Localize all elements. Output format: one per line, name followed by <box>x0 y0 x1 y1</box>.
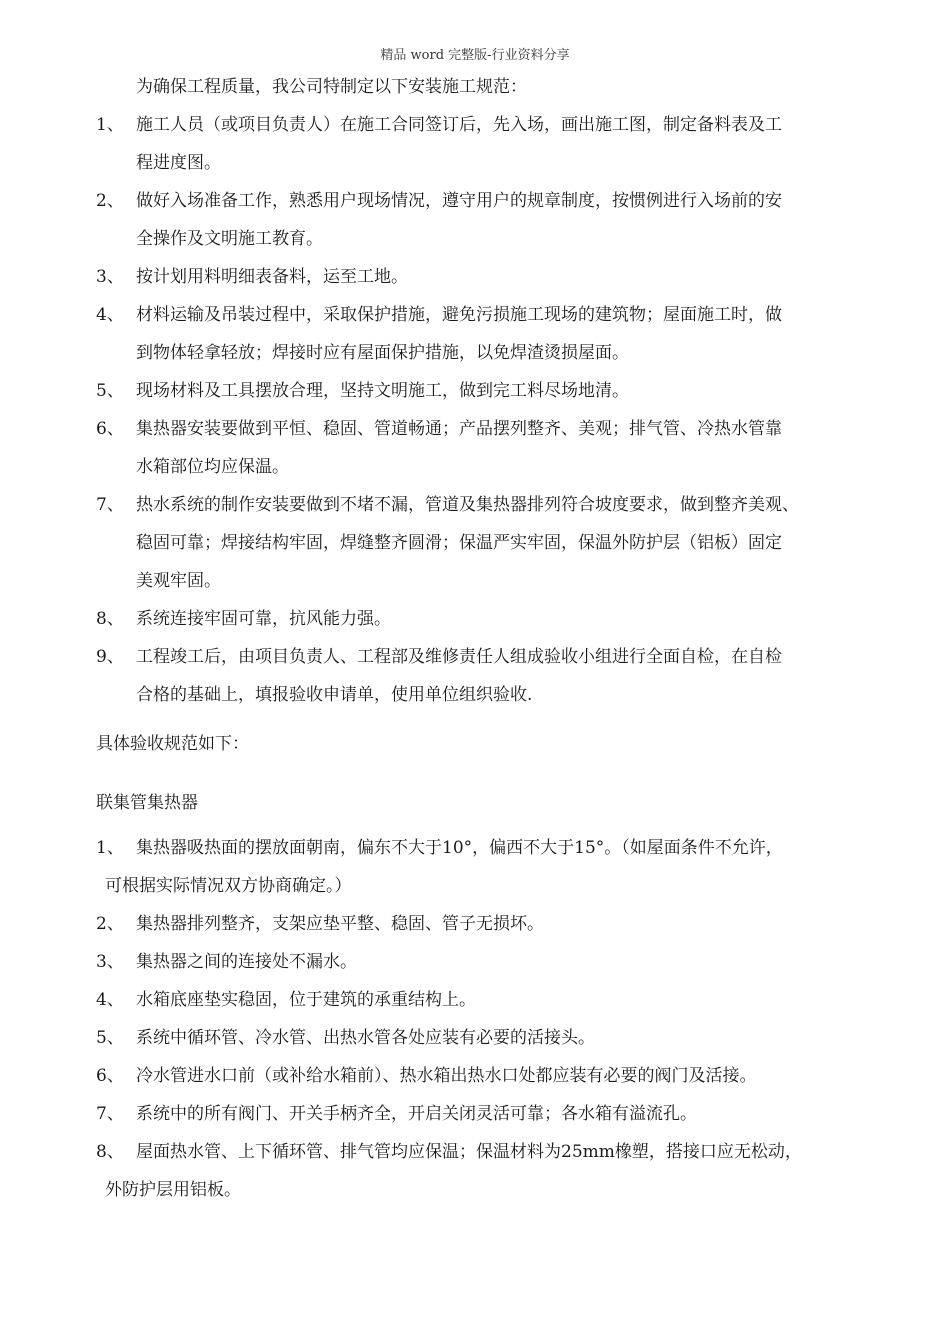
list-item-text-line: 稳固可靠；焊接结构牢固，焊缝整齐圆滑；保温严实牢固，保温外防护层（铝板）固定 <box>136 533 782 553</box>
list-item-number: 7、 <box>96 495 124 515</box>
list-item-number: 8、 <box>96 609 124 629</box>
list-item-text-line: 集热器安装要做到平恒、稳固、管道畅通；产品摆列整齐、美观；排气管、冷热水管靠 <box>136 419 782 439</box>
list-item <box>96 1019 866 1057</box>
list-item-number: 6、 <box>96 1066 124 1086</box>
list-item-text-line: 合格的基础上，填报验收申请单，使用单位组织验收. <box>136 685 533 705</box>
list-item <box>96 296 866 372</box>
list-item-text-line: 系统连接牢固可靠，抗风能力强。 <box>136 609 391 629</box>
list-item-text-line: 系统中的所有阀门、开关手柄齐全，开启关闭灵活可靠；各水箱有溢流孔。 <box>136 1104 697 1124</box>
list-item-text-line: 集热器排列整齐，支架应垫平整、稳固、管子无损坏。 <box>136 914 544 934</box>
list-item <box>96 905 866 943</box>
list-item <box>96 638 866 714</box>
collector-heading: 联集管集热器 <box>96 793 198 813</box>
list-item-text-line: 程进度图。 <box>136 153 221 173</box>
list-item-number: 1、 <box>96 115 124 135</box>
list-item <box>96 1095 866 1133</box>
list-item-text-line: 水箱部位均应保温。 <box>136 457 289 477</box>
list-item-number: 2、 <box>96 914 124 934</box>
list-item-number: 9、 <box>96 647 124 667</box>
list-item <box>96 943 866 981</box>
list-item-number: 6、 <box>96 419 124 439</box>
list-item-number: 1、 <box>96 838 124 858</box>
list-item-text-line: 屋面热水管、上下循环管、排气管均应保温；保温材料为25mm橡塑，搭接口应无松动， <box>136 1142 802 1162</box>
list-item <box>96 258 866 296</box>
page-header: 精品 word 完整版-行业资料分享 <box>380 48 570 63</box>
list-item <box>96 106 866 182</box>
list-item-number: 5、 <box>96 1028 124 1048</box>
list-item <box>96 182 866 258</box>
list-item-text-line: 可根据实际情况双方协商确定。） <box>105 876 352 896</box>
list-item-text-line: 工程竣工后，由项目负责人、工程部及维修责任人组成验收小组进行全面自检，在自检 <box>136 647 782 667</box>
construction-rules-list <box>96 106 866 714</box>
list-item-text-line: 热水系统的制作安装要做到不堵不漏，管道及集热器排列符合坡度要求，做到整齐美观、 <box>136 495 799 515</box>
list-item <box>96 829 866 905</box>
list-item-text-line: 按计划用料明细表备料，运至工地。 <box>136 267 408 287</box>
list-item-number: 3、 <box>96 952 124 972</box>
list-item-text-line: 外防护层用铝板。 <box>105 1180 241 1200</box>
list-item-number: 5、 <box>96 381 124 401</box>
list-item-text-line: 水箱底座垫实稳固，位于建筑的承重结构上。 <box>136 990 476 1010</box>
list-item <box>96 486 866 600</box>
list-item-text-line: 现场材料及工具摆放合理，坚持文明施工，做到完工料尽场地清。 <box>136 381 629 401</box>
list-item <box>96 410 866 486</box>
list-item <box>96 981 866 1019</box>
list-item-text-line: 集热器之间的连接处不漏水。 <box>136 952 357 972</box>
list-item-text-line: 冷水管进水口前（或补给水箱前）、热水箱出热水口处都应装有必要的阀门及活接。 <box>136 1066 757 1086</box>
list-item-number: 7、 <box>96 1104 124 1124</box>
list-item-text-line: 材料运输及吊装过程中，采取保护措施，避免污损施工现场的建筑物；屋面施工时，做 <box>136 305 782 325</box>
list-item-text-line: 美观牢固。 <box>136 571 221 591</box>
list-item-number: 4、 <box>96 305 124 325</box>
list-item-text-line: 做好入场准备工作，熟悉用户现场情况，遵守用户的规章制度，按惯例进行入场前的安 <box>136 191 782 211</box>
list-item <box>96 1057 866 1095</box>
list-item-text-line: 到物体轻拿轻放；焊接时应有屋面保护措施，以免焊渣烫损屋面。 <box>136 343 629 363</box>
list-item <box>96 600 866 638</box>
list-item-text-line: 集热器吸热面的摆放面朝南，偏东不大于10°，偏西不大于15°。（如屋面条件不允许， <box>136 838 783 858</box>
list-item-text-line: 全操作及文明施工教育。 <box>136 229 323 249</box>
list-item <box>96 1133 866 1209</box>
list-item-number: 8、 <box>96 1142 124 1162</box>
list-item-text-line: 施工人员（或项目负责人）在施工合同签订后，先入场，画出施工图，制定备料表及工 <box>136 115 782 135</box>
list-item <box>96 372 866 410</box>
intro-paragraph: 为确保工程质量，我公司特制定以下安装施工规范： <box>136 77 527 97</box>
list-item-number: 3、 <box>96 267 124 287</box>
collector-rules-list <box>96 829 866 1209</box>
list-item-number: 2、 <box>96 191 124 211</box>
acceptance-heading: 具体验收规范如下： <box>96 734 249 754</box>
list-item-text-line: 系统中循环管、冷水管、出热水管各处应装有必要的活接头。 <box>136 1028 595 1048</box>
list-item-number: 4、 <box>96 990 124 1010</box>
